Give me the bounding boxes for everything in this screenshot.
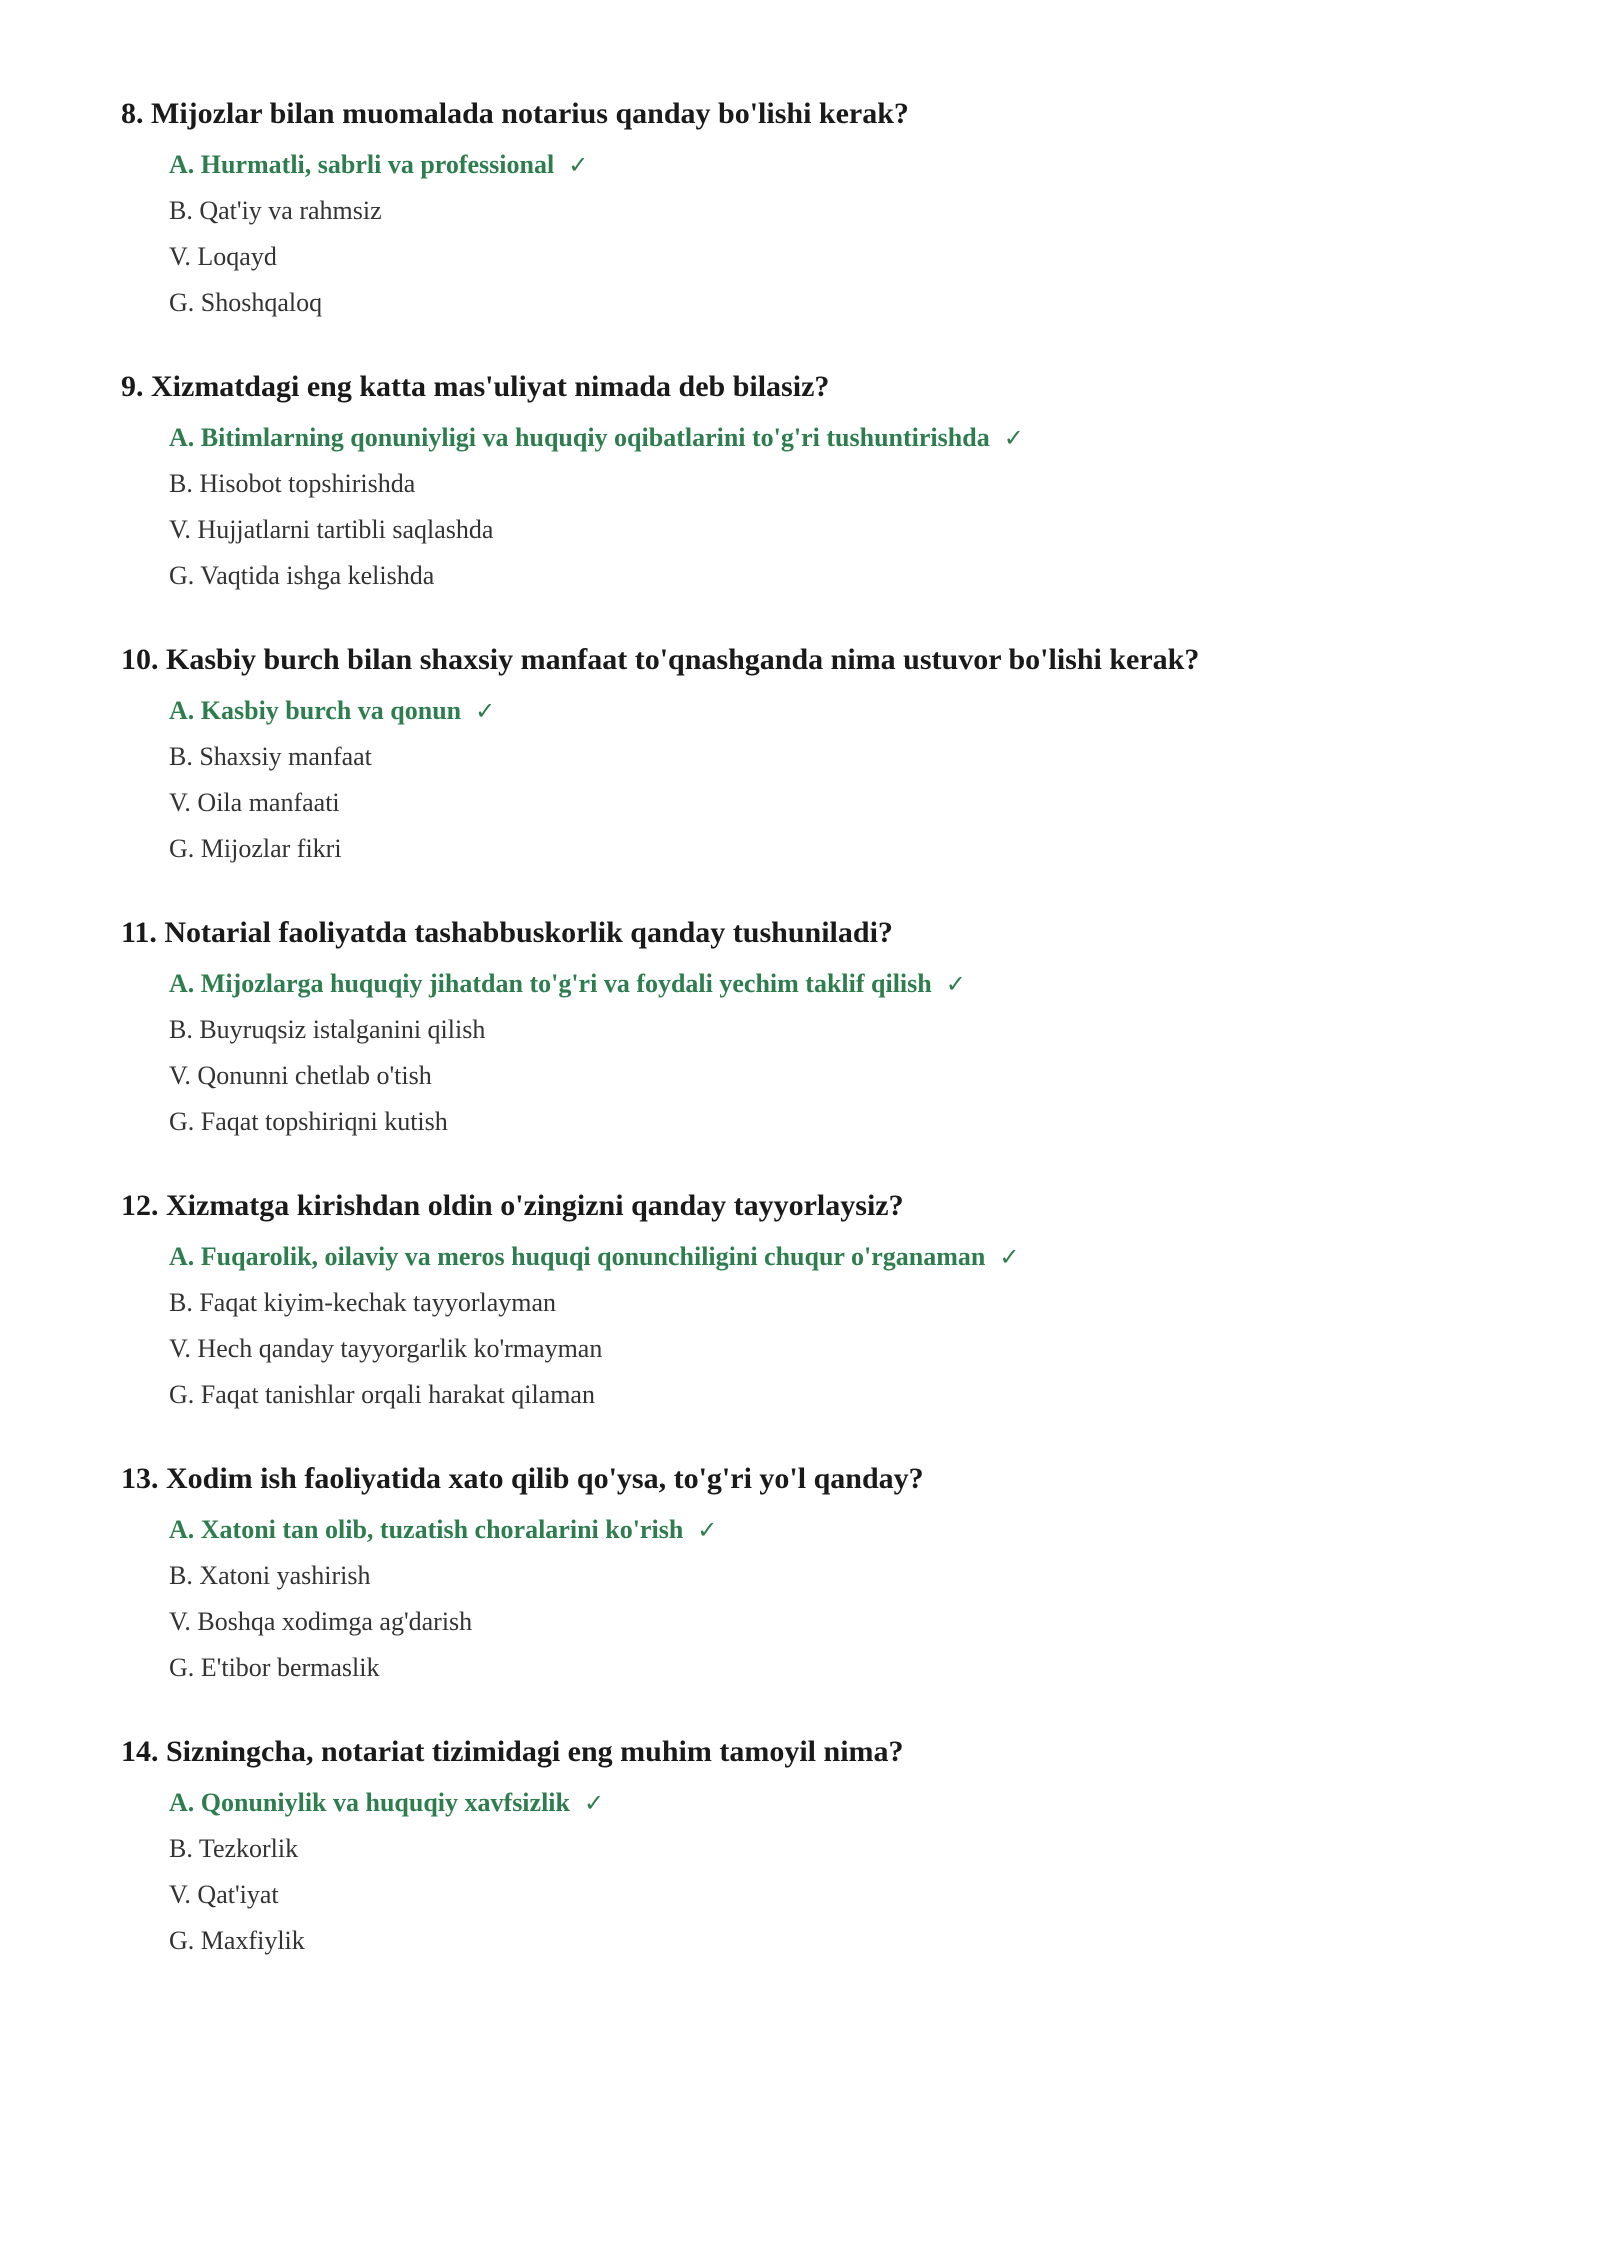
question-title: 13. Xodim ish faoliyatida xato qilib qo'ysa, to'g'ri yo'l qanday? <box>121 1462 924 1495</box>
options-list <box>121 1507 1521 1691</box>
question-title: 9. Xizmatdagi eng katta mas'uliyat nimada deb bilasiz? <box>121 370 830 403</box>
option-text: A. Bitimlarning qonuniyligi va huquqiy oqibatlarini to'g'ri tushuntirishda <box>169 423 990 452</box>
check-icon: ✓ <box>1003 424 1024 452</box>
option-correct <box>169 142 1521 188</box>
question-block <box>121 636 1521 872</box>
question-block <box>121 90 1521 326</box>
question-title: 10. Kasbiy burch bilan shaxsiy manfaat to'qnashganda nima ustuvor bo'lishi kerak? <box>121 643 1200 676</box>
option: V. Qat'iyat <box>169 1880 279 1909</box>
option: B. Shaxsiy manfaat <box>169 742 372 771</box>
option: B. Faqat kiyim-kechak tayyorlayman <box>169 1288 557 1317</box>
option: G. Faqat tanishlar orqali harakat qilaman <box>169 1380 595 1409</box>
option: G. Maxfiylik <box>169 1926 305 1955</box>
check-icon: ✓ <box>583 1789 605 1817</box>
option-text: A. Hurmatli, sabrli va professional <box>169 150 555 179</box>
options-list <box>121 415 1521 599</box>
document-page <box>121 90 1521 2001</box>
option: B. Hisobot topshirishda <box>169 469 416 498</box>
option-correct <box>169 1507 1521 1553</box>
question-title: 12. Xizmatga kirishdan oldin o'zingizni qanday tayyorlaysiz? <box>121 1189 904 1222</box>
question-block <box>121 1455 1521 1691</box>
question-block <box>121 1728 1521 1964</box>
option-text: A. Xatoni tan olib, tuzatish choralarini ko'rish <box>169 1515 684 1544</box>
option-text: A. Qonuniylik va huquqiy xavfsizlik <box>169 1788 570 1817</box>
option: G. Mijozlar fikri <box>169 834 342 863</box>
option-text: A. Kasbiy burch va qonun <box>169 696 462 725</box>
option: V. Boshqa xodimga ag'darish <box>169 1607 473 1636</box>
option: G. E'tibor bermaslik <box>169 1653 380 1682</box>
option-correct <box>169 1234 1521 1280</box>
option: B. Buyruqsiz istalganini qilish <box>169 1015 486 1044</box>
options-list <box>121 1234 1521 1418</box>
question-block <box>121 1182 1521 1418</box>
option: V. Hech qanday tayyorgarlik ko'rmayman <box>169 1334 603 1363</box>
options-list <box>121 1780 1521 1964</box>
option-correct <box>169 1780 1521 1826</box>
check-icon: ✓ <box>475 697 496 725</box>
options-list <box>121 142 1521 326</box>
check-icon: ✓ <box>945 970 966 998</box>
option-text: A. Fuqarolik, oilaviy va meros huquqi qonunchiligini chuqur o'rganaman <box>169 1242 986 1271</box>
question-block <box>121 363 1521 599</box>
check-icon: ✓ <box>999 1243 1020 1271</box>
option: V. Hujjatlarni tartibli saqlashda <box>169 515 494 544</box>
options-list <box>121 961 1521 1145</box>
option: V. Oila manfaati <box>169 788 340 817</box>
option: V. Loqayd <box>169 242 277 271</box>
option-correct <box>169 961 1521 1007</box>
question-block <box>121 909 1521 1145</box>
question-title: 8. Mijozlar bilan muomalada notarius qanday bo'lishi kerak? <box>121 97 909 130</box>
option: V. Qonunni chetlab o'tish <box>169 1061 432 1090</box>
option-correct <box>169 415 1521 461</box>
options-list <box>121 688 1521 872</box>
question-title: 11. Notarial faoliyatda tashabbuskorlik qanday tushuniladi? <box>121 916 893 949</box>
option: B. Qat'iy va rahmsiz <box>169 196 382 225</box>
option: B. Tezkorlik <box>169 1834 299 1863</box>
option-correct <box>169 688 1521 734</box>
option: G. Shoshqaloq <box>169 288 323 317</box>
option-text: A. Mijozlarga huquqiy jihatdan to'g'ri va foydali yechim taklif qilish <box>169 969 932 998</box>
option: G. Faqat topshiriqni kutish <box>169 1107 448 1136</box>
check-icon: ✓ <box>568 151 589 179</box>
option: B. Xatoni yashirish <box>169 1561 371 1590</box>
option: G. Vaqtida ishga kelishda <box>169 561 435 590</box>
question-title: 14. Sizningcha, notariat tizimidagi eng muhim tamoyil nima? <box>121 1735 904 1768</box>
check-icon: ✓ <box>697 1516 718 1544</box>
